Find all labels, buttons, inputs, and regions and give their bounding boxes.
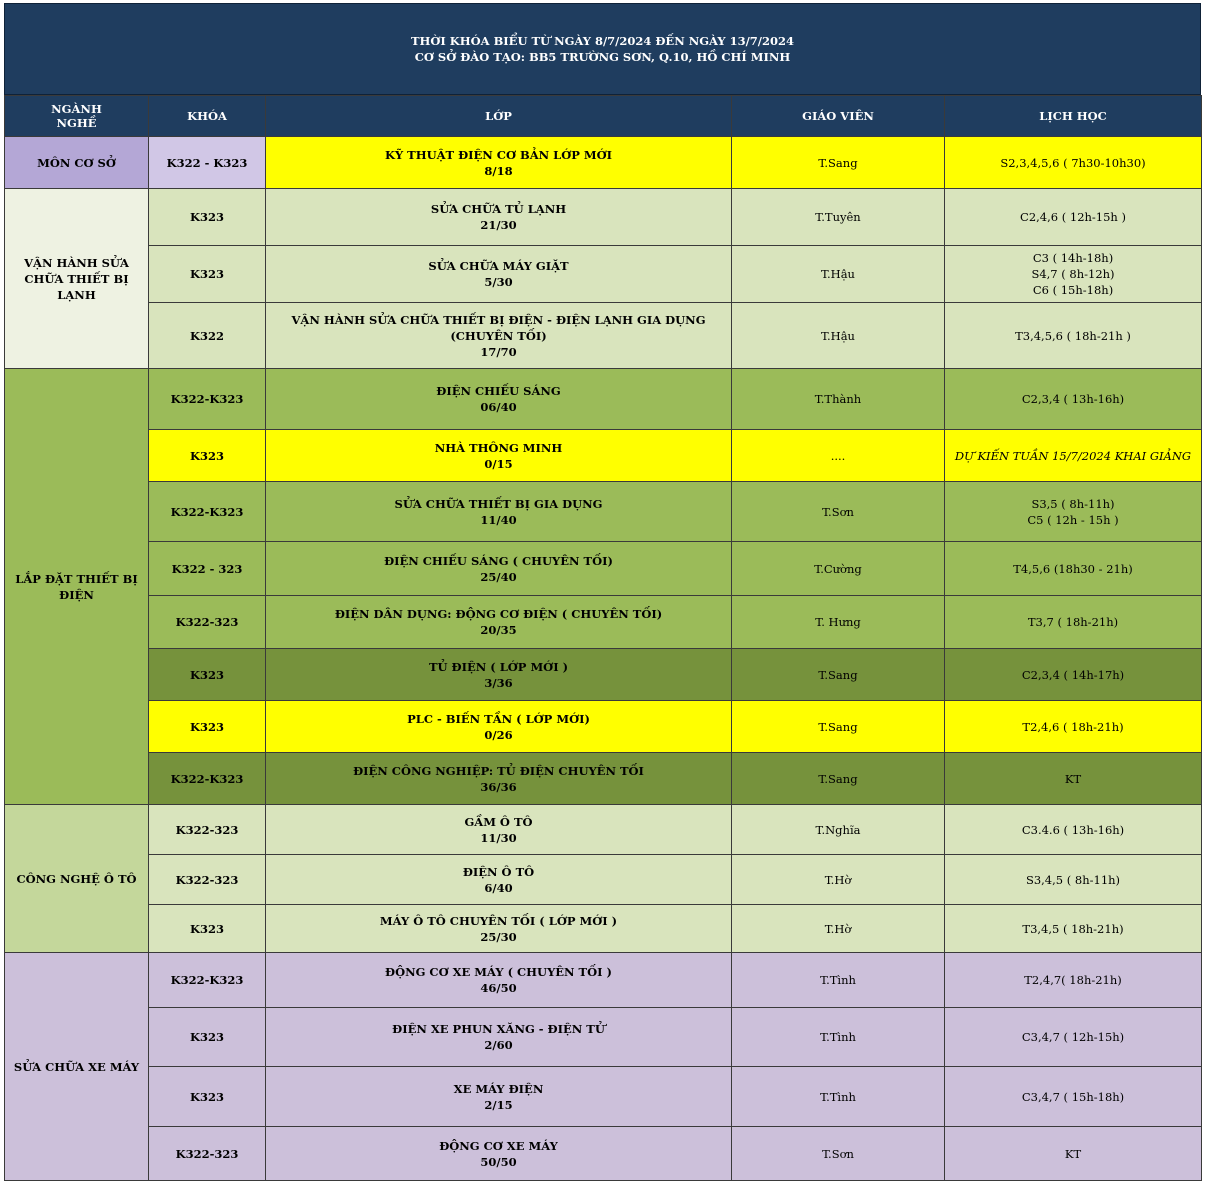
enrollment-count: 0/26 bbox=[484, 727, 513, 742]
schedule-cell: S3,5 ( 8h-11h) C5 ( 12h - 15h ) bbox=[945, 482, 1202, 542]
class-cell: KỸ THUẬT ĐIỆN CƠ BẢN LỚP MỚI 8/18 bbox=[266, 137, 732, 189]
column-header-row bbox=[5, 96, 1202, 137]
teacher-cell: T.Sơn bbox=[732, 1127, 945, 1181]
khoa-cell: K322-K323 bbox=[149, 953, 266, 1008]
class-cell: ĐIỆN CHIẾU SÁNG 06/40 bbox=[266, 369, 732, 430]
table-row bbox=[5, 303, 1202, 369]
teacher-cell: .... bbox=[732, 430, 945, 482]
table-row bbox=[5, 1008, 1202, 1067]
schedule-cell: C3.4.6 ( 13h-16h) bbox=[945, 805, 1202, 855]
teacher-cell: T.Tình bbox=[732, 1067, 945, 1127]
schedule-cell: S2,3,4,5,6 ( 7h30-10h30) bbox=[945, 137, 1202, 189]
khoa-cell: K322-323 bbox=[149, 855, 266, 905]
enrollment-count: 2/15 bbox=[484, 1097, 513, 1112]
col-header-khoa: KHÓA bbox=[149, 96, 266, 137]
teacher-cell: T.Hậu bbox=[732, 246, 945, 303]
class-cell: NHÀ THÔNG MINH 0/15 bbox=[266, 430, 732, 482]
schedule-cell: T3,4,5 ( 18h-21h) bbox=[945, 905, 1202, 953]
khoa-cell: K322-K323 bbox=[149, 482, 266, 542]
class-cell: XE MÁY ĐIỆN 2/15 bbox=[266, 1067, 732, 1127]
teacher-cell: T.Sơn bbox=[732, 482, 945, 542]
teacher-cell: T.Hờ bbox=[732, 905, 945, 953]
khoa-cell: K322-K323 bbox=[149, 753, 266, 805]
khoa-cell: K323 bbox=[149, 649, 266, 701]
khoa-cell: K323 bbox=[149, 246, 266, 303]
khoa-cell: K322 - 323 bbox=[149, 542, 266, 596]
khoa-cell: K323 bbox=[149, 905, 266, 953]
schedule-cell: DỰ KIẾN TUẦN 15/7/2024 KHAI GIẢNG bbox=[945, 430, 1202, 482]
class-cell: ĐỘNG CƠ XE MÁY 50/50 bbox=[266, 1127, 732, 1181]
table-row bbox=[5, 430, 1202, 482]
teacher-cell: T.Nghĩa bbox=[732, 805, 945, 855]
enrollment-count: 46/50 bbox=[480, 981, 517, 995]
col-header-lop: LỚP bbox=[266, 96, 732, 137]
enrollment-count: 17/70 bbox=[480, 344, 517, 359]
khoa-cell: K323 bbox=[149, 430, 266, 482]
teacher-cell: T.Thành bbox=[732, 369, 945, 430]
table-row bbox=[5, 137, 1202, 189]
enrollment-count: 3/36 bbox=[484, 675, 513, 690]
class-cell: SỬA CHỮA MÁY GIẶT 5/30 bbox=[266, 246, 732, 303]
table-row bbox=[5, 701, 1202, 753]
class-cell: SỬA CHỮA THIẾT BỊ GIA DỤNG 11/40 bbox=[266, 482, 732, 542]
teacher-cell: T.Sang bbox=[732, 753, 945, 805]
khoa-cell: K322 bbox=[149, 303, 266, 369]
schedule-cell: T3,7 ( 18h-21h) bbox=[945, 596, 1202, 649]
table-row bbox=[5, 649, 1202, 701]
khoa-cell: K322-323 bbox=[149, 1127, 266, 1181]
class-cell: ĐIỆN CÔNG NGHIỆP: TỦ ĐIỆN CHUYÊN TỐI 36/36 bbox=[266, 753, 732, 805]
schedule-cell: KT bbox=[945, 1127, 1202, 1181]
enrollment-count: 6/40 bbox=[484, 880, 513, 895]
table-row bbox=[5, 542, 1202, 596]
class-cell: ĐIỆN Ô TÔ 6/40 bbox=[266, 855, 732, 905]
schedule-cell: T3,4,5,6 ( 18h-21h ) bbox=[945, 303, 1202, 369]
group-lap-dat-thiet-bi-dien: LẮP ĐẶT THIẾT BỊ ĐIỆN bbox=[5, 369, 149, 805]
class-cell: MÁY Ô TÔ CHUYÊN TỐI ( LỚP MỚI ) 25/30 bbox=[266, 905, 732, 953]
class-cell: SỬA CHỮA TỦ LẠNH 21/30 bbox=[266, 189, 732, 246]
khoa-cell: K322-323 bbox=[149, 596, 266, 649]
table-row bbox=[5, 953, 1202, 1008]
schedule-title: THỜI KHÓA BIỂU TỪ NGÀY 8/7/2024 ĐẾN NGÀY 13/7/2024 bbox=[410, 34, 795, 48]
teacher-cell: T.Hậu bbox=[732, 303, 945, 369]
schedule-cell: T4,5,6 (18h30 - 21h) bbox=[945, 542, 1202, 596]
group-van-hanh-sua-chua: VẬN HÀNH SỬA CHỮA THIẾT BỊ LẠNH bbox=[5, 189, 149, 369]
teacher-cell: T.Sang bbox=[732, 701, 945, 753]
enrollment-count: 11/30 bbox=[480, 830, 517, 845]
enrollment-count: 25/30 bbox=[480, 929, 517, 944]
table-row bbox=[5, 246, 1202, 303]
table-row bbox=[5, 369, 1202, 430]
enrollment-count: 21/30 bbox=[480, 218, 517, 232]
teacher-cell: T.Hờ bbox=[732, 855, 945, 905]
schedule-cell: C2,3,4 ( 13h-16h) bbox=[945, 369, 1202, 430]
class-cell: TỦ ĐIỆN ( LỚP MỚI ) 3/36 bbox=[266, 649, 732, 701]
schedule-cell: T2,4,6 ( 18h-21h) bbox=[945, 701, 1202, 753]
teacher-cell: T.Cường bbox=[732, 542, 945, 596]
enrollment-count: 11/40 bbox=[480, 512, 517, 527]
teacher-cell: T.Sang bbox=[732, 649, 945, 701]
col-header-giao-vien: GIÁO VIÊN bbox=[732, 96, 945, 137]
schedule-cell: C2,4,6 ( 12h-15h ) bbox=[945, 189, 1202, 246]
khoa-cell: K323 bbox=[149, 1008, 266, 1067]
table-row bbox=[5, 1067, 1202, 1127]
schedule-cell: C3,4,7 ( 15h-18h) bbox=[945, 1067, 1202, 1127]
schedule-cell: C2,3,4 ( 14h-17h) bbox=[945, 649, 1202, 701]
class-cell: ĐIỆN XE PHUN XĂNG - ĐIỆN TỬ 2/60 bbox=[266, 1008, 732, 1067]
khoa-cell: K323 bbox=[149, 1067, 266, 1127]
khoa-cell: K323 bbox=[149, 189, 266, 246]
group-cong-nghe-o-to: CÔNG NGHỆ Ô TÔ bbox=[5, 805, 149, 953]
schedule-cell: C3 ( 14h-18h) S4,7 ( 8h-12h) C6 ( 15h-18h) bbox=[945, 246, 1202, 303]
enrollment-count: 8/18 bbox=[484, 163, 513, 178]
teacher-cell: T.Tình bbox=[732, 1008, 945, 1067]
table-row bbox=[5, 905, 1202, 953]
schedule-table bbox=[4, 95, 1202, 1181]
teacher-cell: T. Hưng bbox=[732, 596, 945, 649]
khoa-cell: K322 - K323 bbox=[149, 137, 266, 189]
khoa-cell: K322-323 bbox=[149, 805, 266, 855]
col-header-nganh: NGÀNH NGHỀ bbox=[5, 96, 149, 137]
enrollment-count: 0/15 bbox=[484, 456, 513, 471]
training-location: CƠ SỞ ĐÀO TẠO: BB5 TRƯỜNG SƠN, Q.10, HỒ CHÍ MINH bbox=[414, 50, 791, 64]
class-cell: VẬN HÀNH SỬA CHỮA THIẾT BỊ ĐIỆN - ĐIỆN LẠNH GIA DỤNG (CHUYÊN TỐI) 17/70 bbox=[266, 303, 732, 369]
schedule-cell: KT bbox=[945, 753, 1202, 805]
khoa-cell: K322-K323 bbox=[149, 369, 266, 430]
teacher-cell: T.Tình bbox=[732, 953, 945, 1008]
enrollment-count: 50/50 bbox=[480, 1154, 517, 1169]
enrollment-count: 25/40 bbox=[480, 569, 517, 584]
schedule-header bbox=[4, 3, 1201, 95]
schedule-cell: T2,4,7( 18h-21h) bbox=[945, 953, 1202, 1008]
table-row bbox=[5, 753, 1202, 805]
enrollment-count: 2/60 bbox=[484, 1038, 513, 1052]
table-row bbox=[5, 189, 1202, 246]
group-sua-chua-xe-may: SỬA CHỮA XE MÁY bbox=[5, 953, 149, 1181]
class-cell: ĐIỆN CHIẾU SÁNG ( CHUYÊN TỐI) 25/40 bbox=[266, 542, 732, 596]
teacher-cell: T.Tuyên bbox=[732, 189, 945, 246]
enrollment-count: 5/30 bbox=[484, 275, 513, 289]
class-cell: GẦM Ô TÔ 11/30 bbox=[266, 805, 732, 855]
teacher-cell: T.Sang bbox=[732, 137, 945, 189]
class-cell: PLC - BIẾN TẦN ( LỚP MỚI) 0/26 bbox=[266, 701, 732, 753]
table-row bbox=[5, 1127, 1202, 1181]
class-cell: ĐỘNG CƠ XE MÁY ( CHUYÊN TỐI ) 46/50 bbox=[266, 953, 732, 1008]
col-header-lich-hoc: LỊCH HỌC bbox=[945, 96, 1202, 137]
khoa-cell: K323 bbox=[149, 701, 266, 753]
table-row bbox=[5, 805, 1202, 855]
table-row bbox=[5, 482, 1202, 542]
enrollment-count: 20/35 bbox=[480, 623, 517, 637]
table-row bbox=[5, 855, 1202, 905]
enrollment-count: 06/40 bbox=[480, 400, 517, 414]
table-row bbox=[5, 596, 1202, 649]
enrollment-count: 36/36 bbox=[480, 779, 517, 794]
schedule-cell: S3,4,5 ( 8h-11h) bbox=[945, 855, 1202, 905]
schedule-cell: C3,4,7 ( 12h-15h) bbox=[945, 1008, 1202, 1067]
schedule-sheet bbox=[4, 3, 1201, 1181]
group-mon-co-so: MÔN CƠ SỞ bbox=[5, 137, 149, 189]
class-cell: ĐIỆN DÂN DỤNG: ĐỘNG CƠ ĐIỆN ( CHUYÊN TỐI) 20/35 bbox=[266, 596, 732, 649]
